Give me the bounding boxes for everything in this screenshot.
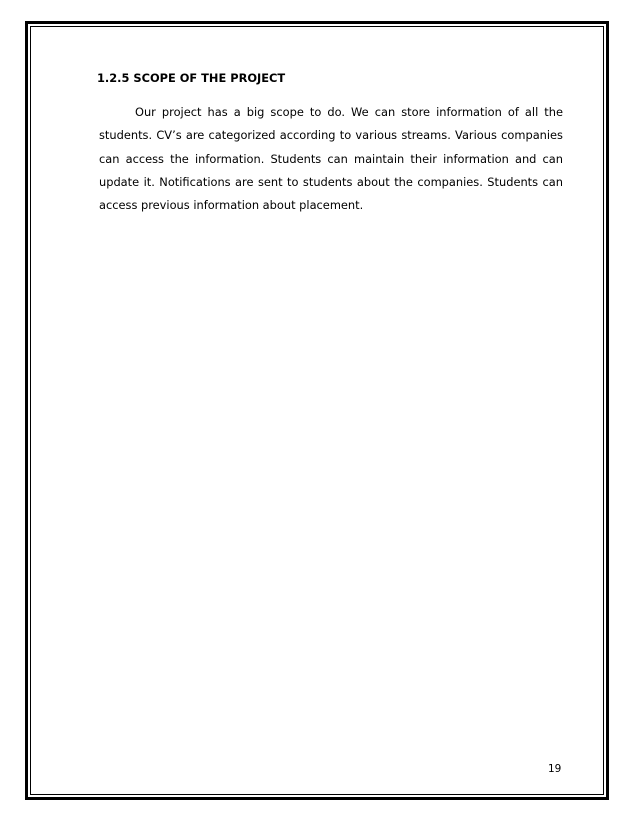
page-number: 19 (548, 763, 562, 775)
section-heading: 1.2.5 SCOPE OF THE PROJECT (97, 71, 286, 85)
section-paragraph: Our project has a big scope to do. We can store information of all the students. CV’s are categorized according to various streams. Various companies can access the information. Students can maintain their information and can update it. Notifications are sent to students about the companies. Students can access previous information about placement. (99, 105, 563, 213)
